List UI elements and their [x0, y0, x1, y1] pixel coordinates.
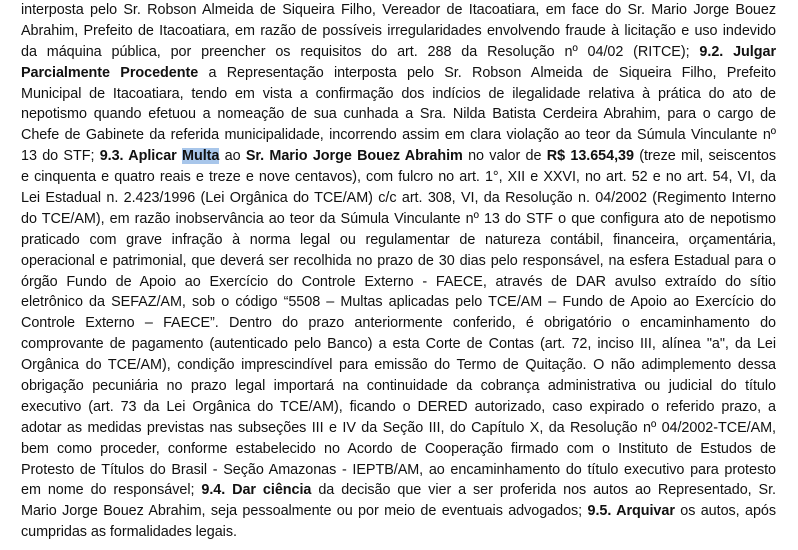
text-segment: Controle Externo – FAECE”. Dentro do prazo anteriormente conferido, é obrigatório o encaminhamento do	[21, 315, 776, 332]
bold-text: Sr. Mario Jorge Bouez Abrahim	[245, 148, 463, 165]
text-segment: 13 do STF;	[21, 148, 100, 165]
text-segment: cumpridas as formalidades legais.	[21, 524, 237, 541]
text-segment: Abrahim, Prefeito de Itacoatiara, em razão de possíveis irregularidades envolvendo fraude à licitação e uso indevido	[21, 22, 776, 39]
text-segment: da máquina pública, por preencher os requisitos do art. 288 da Resolução nº 04/02 (RITCE);	[21, 43, 700, 60]
text-line	[21, 480, 776, 501]
text-line	[21, 104, 776, 125]
text-segment: ao	[219, 148, 246, 165]
text-line	[21, 230, 776, 251]
text-line	[21, 501, 776, 522]
text-segment: executivo (art. 73 da Lei Orgânica do TCE/AM), ficando o DERED autorizado, caso expirado o referido prazo, a	[21, 398, 776, 415]
bold-text: 9.3. Aplicar	[99, 148, 183, 165]
text-line	[21, 251, 776, 272]
text-line	[21, 146, 776, 167]
text-line	[21, 292, 776, 313]
text-segment: da decisão que vier a ser proferida nos autos ao Representado, Sr.	[311, 482, 777, 499]
text-line	[21, 0, 776, 21]
text-segment: obrigação pecuniária no prazo legal importará na continuidade da cobrança administrativa ou judicial do título	[21, 378, 776, 395]
text-segment: do TCE/AM), em razão inobservância ao teor da Súmula Vinculante nº 13 do STF o que configura ato de nepotismo	[21, 210, 776, 227]
bold-text: 9.5. Arquivar	[587, 503, 675, 520]
text-segment: a Representação interposta pelo Sr. Robson Almeida de Siqueira Filho, Prefeito	[198, 64, 776, 81]
bold-text: 9.2. Julgar	[699, 43, 776, 60]
text-segment: Mario Jorge Bouez Abrahim, seja pessoalmente ou por meio de eventuais advogados;	[21, 503, 588, 520]
text-segment: bem como proceder, conforme estabelecido no Acordo de Cooperação firmado com o Instituto de Estudos de	[21, 440, 776, 457]
text-segment: Orgânica do TCE/AM), condição imprescindível para emissão do Termo de Quitação. O não adimplemento dessa	[21, 357, 776, 374]
text-line	[21, 125, 776, 146]
text-line	[21, 272, 776, 293]
text-segment: Protesto de Títulos do Brasil - Seção Amazonas - IEPTB/AM, ao encaminhamento do título executivo para protesto	[21, 461, 776, 478]
text-line	[21, 397, 776, 418]
document-body	[21, 0, 776, 543]
text-segment: Lei Estadual n. 2.423/1996 (Lei Orgânica do TCE/AM) c/c art. 308, VI, da Resolução n. 04/2002 (Regimento Interno	[21, 190, 776, 207]
text-line	[21, 84, 776, 105]
text-line	[21, 522, 776, 543]
bold-text: 9.4. Dar ciência	[201, 482, 312, 499]
text-segment: comprovante de pagamento (autenticado pelo Banco) a esta Corte de Contas (art. 72, inciso III, alínea "a", da Lei	[21, 336, 776, 353]
text-segment: adotar as medidas previstas nas subseções III e IV da Seção III, do Capítulo X, da Resolução nº 04/2002-TCE/AM,	[21, 419, 776, 436]
text-line	[21, 418, 776, 439]
text-segment: e cinquenta e quatro reais e treze e nove centavos), com fulcro no art. 1°, XII e XXVI, no art. 52 e no art. 54, VI, da	[21, 169, 776, 186]
text-line	[21, 42, 776, 63]
text-segment: órgão Fundo de Apoio ao Exercício do Controle Externo - FAECE, através de DAR avulso extraído do sítio	[21, 273, 776, 290]
bold-text: R$ 13.654,39	[546, 148, 634, 165]
text-segment: praticado com grave infração à norma legal ou regulamentar de natureza contábil, financeira, orçamentária,	[21, 231, 776, 248]
text-segment: eletrônico da SEFAZ/AM, sob o código “5508 – Multas aplicadas pelo TCE/AM – Fundo de Apoio ao Exercício do	[21, 294, 776, 311]
text-segment: os autos, após	[674, 503, 776, 520]
text-segment: operacional e patrimonial, que deverá ser recolhida no prazo de 30 dias pelo responsável, na esfera Estadual para o	[21, 252, 776, 269]
text-line	[21, 313, 776, 334]
text-line	[21, 355, 776, 376]
text-line	[21, 439, 776, 460]
bold-text: Parcialmente Procedente	[21, 64, 199, 81]
text-segment: em nome do responsável;	[21, 482, 202, 499]
text-line	[21, 63, 776, 84]
text-line	[21, 21, 776, 42]
text-segment: (treze mil, seiscentos	[633, 148, 776, 165]
text-segment: Chefe de Gabinete da referida municipalidade, incorrendo assim em clara violação ao teor da Súmula Vinculante nº	[21, 127, 776, 144]
text-line	[21, 167, 776, 188]
text-line	[21, 188, 776, 209]
text-segment: interposta pelo Sr. Robson Almeida de Siqueira Filho, Vereador de Itacoatiara, em face do Sr. Mario Jorge Bouez	[21, 2, 776, 18]
text-segment: nepotismo quando efetuou a nomeação de sua cunhada a Sra. Nilda Batista Cerdeira Abrahim, para o cargo de	[21, 106, 776, 123]
text-line	[21, 376, 776, 397]
text-line	[21, 334, 776, 355]
text-segment: Municipal de Itacoatiara, tendo em vista a confirmação dos indícios de ilegalidade relativa à prática do ato de	[21, 85, 776, 102]
text-line	[21, 460, 776, 481]
text-segment: no valor de	[462, 148, 547, 165]
text-line	[21, 209, 776, 230]
highlighted-text[interactable]: Multa	[182, 148, 220, 165]
